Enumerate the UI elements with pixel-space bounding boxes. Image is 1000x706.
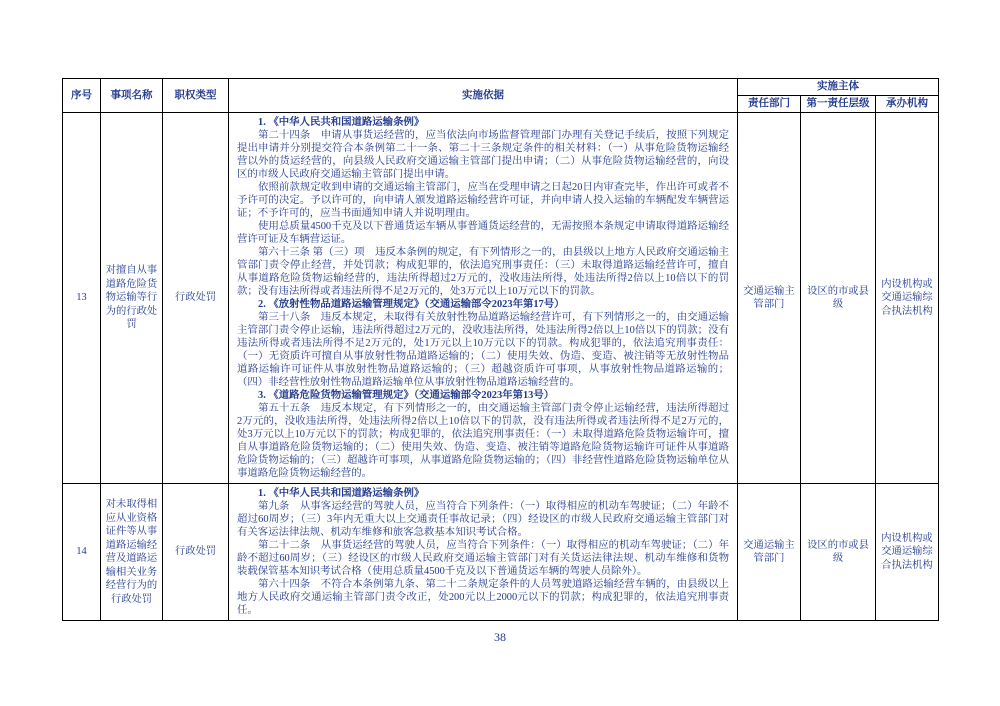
law-title: 1. 《中华人民共和国道路运输条例》 bbox=[258, 488, 425, 499]
table-body bbox=[63, 113, 939, 621]
law-paragraph: 第五十五条 违反本规定，有下列情形之一的，由交通运输主管部门责令停止运输经营，违法所得超过2万元的，没收违法所得，处违法所得2倍以上10倍以下的罚款，没有违法所得或者违法所得不足2万元的，处3万元以上10万元以下的罚款；构成犯罪的，依法追究刑事责任：（一）未取得道路危险货物运输许可，擅自从事道路危险货物运输的；（二）使用失效、伪造、变造、被注销等道路危险货物运输许可证件从事道路危险货物运输的；（三）超越许可事项，从事道路危险货物运输的；（四）非经营性道路危险货物运输单位从事道路危险货物运输经营的。 bbox=[237, 403, 729, 479]
implementation-basis bbox=[229, 484, 738, 621]
page-number: 38 bbox=[494, 630, 506, 644]
table-row bbox=[63, 113, 939, 484]
header-first-level: 第一责任层级 bbox=[801, 96, 876, 113]
law-paragraph: 第三十八条 违反本规定，未取得有关放射性物品道路运输经营许可，有下列情形之一的，由交通运输主管部门责令停止运输，违法所得超过2万元的，没收违法所得，处违法所得2倍以上10倍以下的罚款；没有违法所得或者违法所得不足2万元的，处1万元以上10万元以下的罚款。构成犯罪的，依法追究刑事责任：（一）无资质许可擅自从事放射性物品道路运输的；（二）使用失效、伪造、变造、被注销等无放射性物品道路运输许可证件从事放射性物品道路运输的；（三）超越资质许可事项，从事放射性物品道路运输的；（四）非经营性放射性物品道路运输单位从事放射性物品道路运输经营的。 bbox=[237, 312, 729, 388]
header-item-name: 事项名称 bbox=[101, 79, 163, 113]
responsible-department: 交通运输主管部门 bbox=[738, 484, 801, 621]
undertaking-agency: 内设机构或交通运输综合执法机构 bbox=[876, 113, 939, 484]
first-responsibility-level: 设区的市或县级 bbox=[801, 484, 876, 621]
law-paragraph: 第六十四条 不符合本条例第九条、第二十二条规定条件的人员驾驶道路运输经营车辆的，由县级以上地方人民政府交通运输主管部门责令改正，处200元以上2000元以下的罚款；构成犯罪的，依法追究刑事责任。 bbox=[237, 579, 729, 616]
header-subject-group: 实施主体 bbox=[738, 79, 939, 96]
law-paragraph: 第二十四条 申请从事货运经营的，应当依法向市场监督管理部门办理有关登记手续后，按照下列规定提出申请并分别提交符合本条例第二十一条、第二十三条规定条件的相关材料：（一）从事危险货物运输经营以外的货运经营的，向县级人民政府交通运输主管部门提出申请；（二）从事危险货物运输经营的，向设区的市级人民政府交通运输主管部门提出申请。 bbox=[237, 130, 729, 180]
header-responsible-dept: 责任部门 bbox=[738, 96, 801, 113]
header-row-1 bbox=[63, 79, 939, 96]
responsible-department: 交通运输主管部门 bbox=[738, 113, 801, 484]
authority-type: 行政处罚 bbox=[163, 484, 229, 621]
law-title: 3. 《道路危险货物运输管理规定》（交通运输部令2023年第13号） bbox=[258, 390, 555, 401]
header-agency: 承办机构 bbox=[876, 96, 939, 113]
header-basis: 实施依据 bbox=[229, 79, 738, 113]
item-name: 对未取得相应从业资格证件等从事道路运输经营及道路运输相关业务经营行为的行政处罚 bbox=[101, 484, 163, 621]
row-serial-number: 13 bbox=[63, 113, 101, 484]
law-title: 2. 《放射性物品道路运输管理规定》（交通运输部令2023年第17号） bbox=[258, 299, 565, 310]
first-responsibility-level: 设区的市或县级 bbox=[801, 113, 876, 484]
law-paragraph: 第九条 从事客运经营的驾驶人员，应当符合下列条件：（一）取得相应的机动车驾驶证；（二）年龄不超过60周岁；（三）3年内无重大以上交通责任事故记录；（四）经设区的市级人民政府交通运输主管部门对有关客运法律法规、机动车维修和旅客急救基本知识考试合格。 bbox=[237, 501, 729, 538]
row-serial-number: 14 bbox=[63, 484, 101, 621]
header-authority-type: 职权类型 bbox=[163, 79, 229, 113]
law-paragraph: 使用总质量4500千克及以下普通货运车辆从事普通货运经营的，无需按照本条规定申请取得道路运输经营许可证及车辆营运证。 bbox=[237, 221, 729, 245]
undertaking-agency: 内设机构或交通运输综合执法机构 bbox=[876, 484, 939, 621]
table-row bbox=[63, 484, 939, 621]
law-paragraph: 第二十二条 从事货运经营的驾驶人员，应当符合下列条件：（一）取得相应的机动车驾驶证；（二）年龄不超过60周岁；（三）经设区的市级人民政府交通运输主管部门对有关货运法律法规、机动车维修和货物装载保管基本知识考试合格（使用总质量4500千克及以下普通货运车辆的驾驶人员除外）。 bbox=[237, 540, 729, 577]
law-title: 1. 《中华人民共和国道路运输条例》 bbox=[258, 117, 425, 128]
header-serial: 序号 bbox=[63, 79, 101, 113]
implementation-basis bbox=[229, 113, 738, 484]
authority-type: 行政处罚 bbox=[163, 113, 229, 484]
penalty-matters-table bbox=[62, 78, 939, 621]
law-paragraph: 第六十三条 第（三）项 违反本条例的规定，有下列情形之一的，由县级以上地方人民政府交通运输主管部门责令停止经营，并处罚款；构成犯罪的，依法追究刑事责任：（三）未取得道路运输经营许可，擅自从事道路危险货物运输经营的，违法所得超过2万元的，没收违法所得，处违法所得2倍以上10倍以下的罚款；没有违法所得或者违法所得不足2万元的，处3万元以上10万元以下的罚款。 bbox=[237, 247, 729, 297]
law-paragraph: 依照前款规定收到申请的交通运输主管部门，应当在受理申请之日起20日内审查完毕，作出许可或者不予许可的决定。予以许可的，向申请人颁发道路运输经营许可证，并向申请人投入运输的车辆配发车辆营运证；不予许可的，应当书面通知申请人并说明理由。 bbox=[237, 182, 729, 219]
table-header bbox=[63, 79, 939, 113]
item-name: 对擅自从事道路危险货物运输等行为的行政处罚 bbox=[101, 113, 163, 484]
